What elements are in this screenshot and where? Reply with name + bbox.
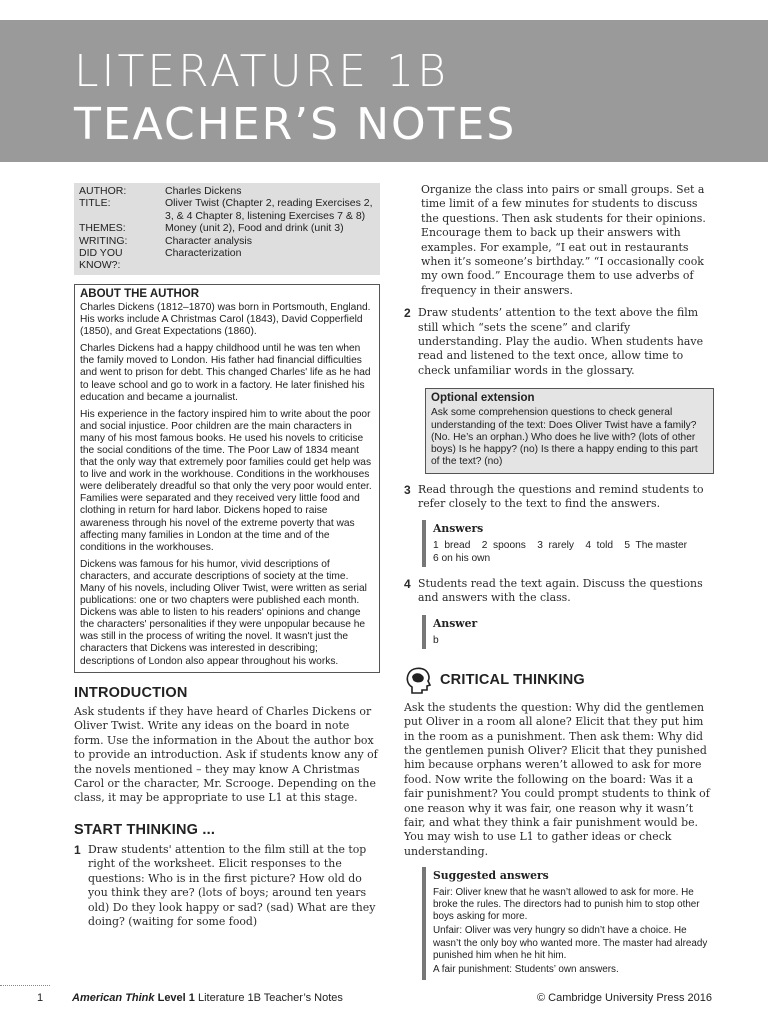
answer-title: Answer: [433, 616, 478, 630]
left-column: [74, 183, 380, 673]
page-title-line1: LITERATURE 1B: [74, 46, 449, 97]
item-text: Draw students’ attention to the text above the film still which “sets the scene” and clarify understanding. Play the audio. When students have read and listened to the text once, allow time to check unfamiliar words in the glossary.: [418, 306, 704, 377]
info-value: Oliver Twist (Chapter 2, reading Exercises 2, 3, & 4 Chapter 8, listening Exercises 7 & 8): [165, 197, 373, 222]
info-value: Money (unit 2), Food and drink (unit 3): [165, 222, 344, 235]
list-item: [74, 843, 380, 929]
item-number: 1: [74, 843, 81, 857]
info-key: AUTHOR:: [79, 185, 127, 197]
suggested-answer-line: Unfair: Oliver was very hungry so didn’t have a choice. He wasn’t the only boy who wanted more. The master had already punished him when he hit him.: [433, 925, 708, 961]
info-row-title: [79, 197, 375, 222]
list-item: [404, 483, 714, 512]
start-thinking-list: [74, 843, 380, 929]
suggested-answers-title: Suggested answers: [433, 869, 549, 883]
about-author-title: ABOUT THE AUTHOR: [80, 287, 200, 300]
page-title-line2: TEACHER’S NOTES: [74, 99, 517, 150]
item-number: 3: [404, 482, 411, 497]
suggested-answers-box: [422, 867, 714, 980]
introduction-text: Ask students if they have heard of Charles Dickens or Oliver Twist. Write any ideas on the board in note form. Use the information in the About the author box to provide an introduction. Ask if students know any of the novels mentioned – they may know A Christmas Carol or the character, Mr. Scrooge. Depending on the class, it may be appropriate to use L1 at this stage.: [74, 705, 378, 805]
critical-thinking-heading-row: [404, 665, 714, 695]
optional-extension-text: Ask some comprehension questions to check general understanding of the text: Does Oliver Twist have a family? (No. He’s an orphan.) Who does he live with? (lots of other boys) Is he happy? (no) Is there a happy ending to this part of the text? (no): [431, 407, 698, 468]
footer-copyright: © Cambridge University Press 2016: [536, 992, 712, 1004]
info-table: [74, 183, 380, 275]
footer-doc: Literature 1B Teacher’s Notes: [197, 992, 343, 1004]
suggested-answer-line: Fair: Oliver knew that he wasn’t allowed to ask for more. He broke the rules. The directors had to punish him to stop other boys asking for more.: [433, 887, 700, 923]
about-paragraph: Dickens was famous for his humor, vivid descriptions of characters, and accurate descriptions of society at the time. Many of his novels, including Oliver Twist, were written as serial publications: one or two chapters were published each month. Dickens was able to listen to his readers' opinions and change the characters' personalities if they were unpopular because he was still in the process of writing the novel. It wasn't just the characters that Dickens was interested in describing; descriptions of London also appear throughout his works.: [80, 558, 367, 667]
info-row-author: [79, 185, 375, 197]
optional-extension-box: [425, 388, 714, 473]
optional-extension-title: Optional extension: [431, 392, 535, 405]
head-brain-icon: [404, 665, 432, 695]
item-number: 4: [404, 576, 411, 591]
info-key: THEMES:: [79, 222, 126, 235]
right-intro-text: Organize the class into pairs or small groups. Set a time limit of a few minutes for students to discuss the questions. Then ask students for their opinions. Encourage them to back up their answers with examples. For example, “I eat out in restaurants when it’s someone’s birthday.” “I occasionally cook my own food.” Encourage them to use adverbs of frequency in their answers.: [421, 183, 706, 297]
introduction-heading: INTRODUCTION: [74, 685, 188, 701]
about-paragraph: His experience in the factory inspired him to write about the poor and social injustice. Poor children are the main characters in many of his most famous books. He used his novels to criticise the social conditions of the time. The Poor Law of 1834 meant that the only way that extremely poor families could get help was to live and work in the workhouse. Conditions in the workhouses were deliberately dreadful so that only the very poor would enter. Families were separated and they received very little food and clothing in return for hard labor. Dickens hoped to raise awareness through his novel of the extreme poverty that was affecting many families in London at the time and of the conditions in the workhouses.: [80, 408, 372, 553]
item-text: Draw students' attention to the film still at the top right of the worksheet. Elicit responses to the questions: Who is in the first picture? How old do you think they are? (lots of boys; around ten years old) Do they look happy or sad? (sad) What are they doing? (waiting for some food): [88, 843, 376, 929]
about-author-box: [74, 284, 380, 673]
answer-box: [422, 615, 714, 649]
info-value: Charles Dickens: [165, 185, 242, 197]
info-key: DID YOU KNOW?:: [79, 247, 123, 272]
about-paragraph: Charles Dickens had a happy childhood until he was ten when the family moved to London. His father had financial difficulties and went to prison for debt. This changed Charles' life as he had to leave school and go to work in a factory. He later finished his education and became a journalist.: [80, 343, 371, 403]
footer-title: [72, 992, 343, 1004]
answers-line: 6 on his own: [433, 552, 491, 564]
item-text: Students read the text again. Discuss the questions and answers with the class.: [418, 576, 703, 605]
item-number: 2: [404, 306, 411, 321]
info-value: Characterization: [165, 247, 242, 260]
answers-title: Answers: [433, 522, 484, 536]
critical-thinking-text: Ask the students the question: Why did the gentlemen put Oliver in a room all alone? Elicit that they put him in the room as a punishment. Then ask them: Why did the gentlemen punish Oliver? Elicit that they punished him because orphans weren’t allowed to ask for more food. Now write the following on the board: Was it a fair punishment? You could prompt students to think of one reason why it was fair, one reason why it wasn’t fair, and what they think a fair punishment would be. You may wish to use L1 to gather ideas or check understanding.: [404, 700, 710, 858]
info-row-themes: [79, 222, 375, 234]
footer-series: American Think: [72, 992, 155, 1004]
right-column: [404, 183, 714, 980]
item-text: Read through the questions and remind students to refer closely to the text to find the answers.: [418, 482, 704, 510]
answers-line: 1 bread 2 spoons 3 rarely 4 told 5 The master: [433, 540, 688, 552]
header-banner: [0, 20, 768, 162]
footer-level: Level 1: [157, 992, 195, 1004]
info-value: Character analysis: [165, 234, 252, 247]
answer-text: b: [433, 634, 439, 646]
info-row-writing: [79, 235, 375, 247]
list-item: [404, 577, 714, 606]
list-item: [404, 306, 714, 378]
footer-divider: [0, 985, 50, 986]
info-key: WRITING:: [79, 234, 128, 247]
start-thinking-heading: START THINKING ...: [74, 822, 216, 838]
critical-thinking-heading: CRITICAL THINKING: [440, 671, 585, 688]
suggested-answer-line: A fair punishment: Students’ own answers.: [433, 963, 619, 975]
info-key: TITLE:: [79, 197, 111, 210]
page-number: 1: [37, 992, 44, 1004]
answers-box: [422, 520, 714, 566]
info-row-did-you-know: [79, 247, 375, 272]
about-paragraph: Charles Dickens (1812–1870) was born in Portsmouth, England. His works include A Christmas Carol (1843), David Copperfield (1850), and Great Expectations (1860).: [80, 301, 371, 338]
